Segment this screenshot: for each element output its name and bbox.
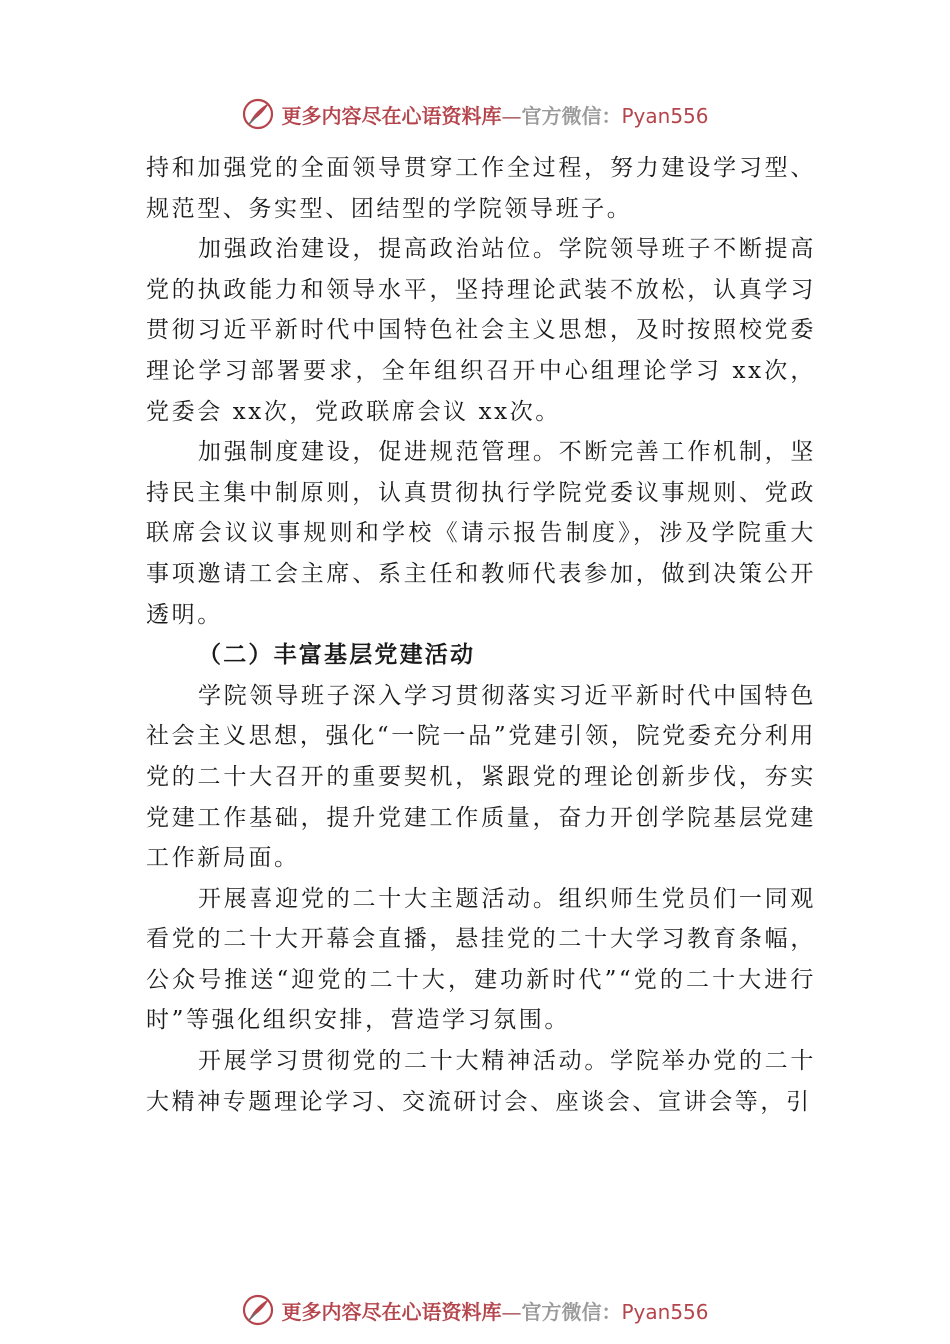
paragraph-institution-building: 加强制度建设，促进规范管理。不断完善工作机制，坚持民主集中制原则，认真贯彻执行学院党委议事规则、党政联席会议议事规则和学校《请示报告制度》，涉及学院重大事项邀请工会主席、系主任和教师代表参加，做到决策公开透明。: [146, 439, 816, 628]
feather-logo-icon: [241, 1293, 275, 1327]
watermark-text: [281, 100, 708, 129]
header-watermark: [0, 94, 950, 134]
watermark-group: [241, 97, 708, 131]
watermark-dash: —: [501, 1299, 522, 1324]
watermark-wechat-id: Pyan556: [621, 103, 709, 128]
document-body: [146, 148, 816, 1122]
paragraph-continuation: 持和加强党的全面领导贯穿工作全过程，努力建设学习型、 规范型、务实型、团结型的学院领导班子。: [146, 155, 816, 222]
watermark-group: [241, 1293, 708, 1327]
feather-logo-icon: [241, 97, 275, 131]
watermark-wechat-label: 官方微信：: [521, 1299, 622, 1324]
watermark-wechat-id: Pyan556: [621, 1299, 709, 1324]
paragraph-party-building: 学院领导班子深入学习贯彻落实习近平新时代中国特色社会主义思想，强化“一院一品”党建引领，院党委充分利用党的二十大召开的重要契机，紧跟党的理论创新步伐，夯实党建工作基础，提升党建工作质量，奋力开创学院基层党建工作新局面。: [146, 682, 816, 872]
watermark-wechat-label: 官方微信：: [521, 103, 622, 128]
paragraph-theme-activity: 开展喜迎党的二十大主题活动。组织师生党员们一同观看党的二十大开幕会直播，悬挂党的二十大学习教育条幅， 公众号推送“迎党的二十大，建功新时代”“党的二十大进行时”等强化组织安排，营造学习氛围。: [146, 885, 816, 1034]
footer-watermark: [0, 1290, 950, 1330]
paragraph-study-activity: 开展学习贯彻党的二十大精神活动。学院举办党的二十大精神专题理论学习、交流研讨会、座谈会、宣讲会等，引: [146, 1048, 816, 1115]
section-heading: （二）丰富基层党建活动: [198, 641, 476, 669]
watermark-brand: 更多内容尽在心语资料库: [281, 1299, 502, 1324]
watermark-text: [281, 1296, 708, 1325]
watermark-dash: —: [501, 103, 522, 128]
paragraph-political-building: 加强政治建设，提高政治站位。学院领导班子不断提高党的执政能力和领导水平，坚持理论武装不放松，认真学习贯彻习近平新时代中国特色社会主义思想，及时按照校党委理论学习部署要求，全年组织召开中心组理论学习 xx次，党委会 xx次，党政联席会议 xx次。: [146, 236, 816, 425]
watermark-brand: 更多内容尽在心语资料库: [281, 103, 502, 128]
